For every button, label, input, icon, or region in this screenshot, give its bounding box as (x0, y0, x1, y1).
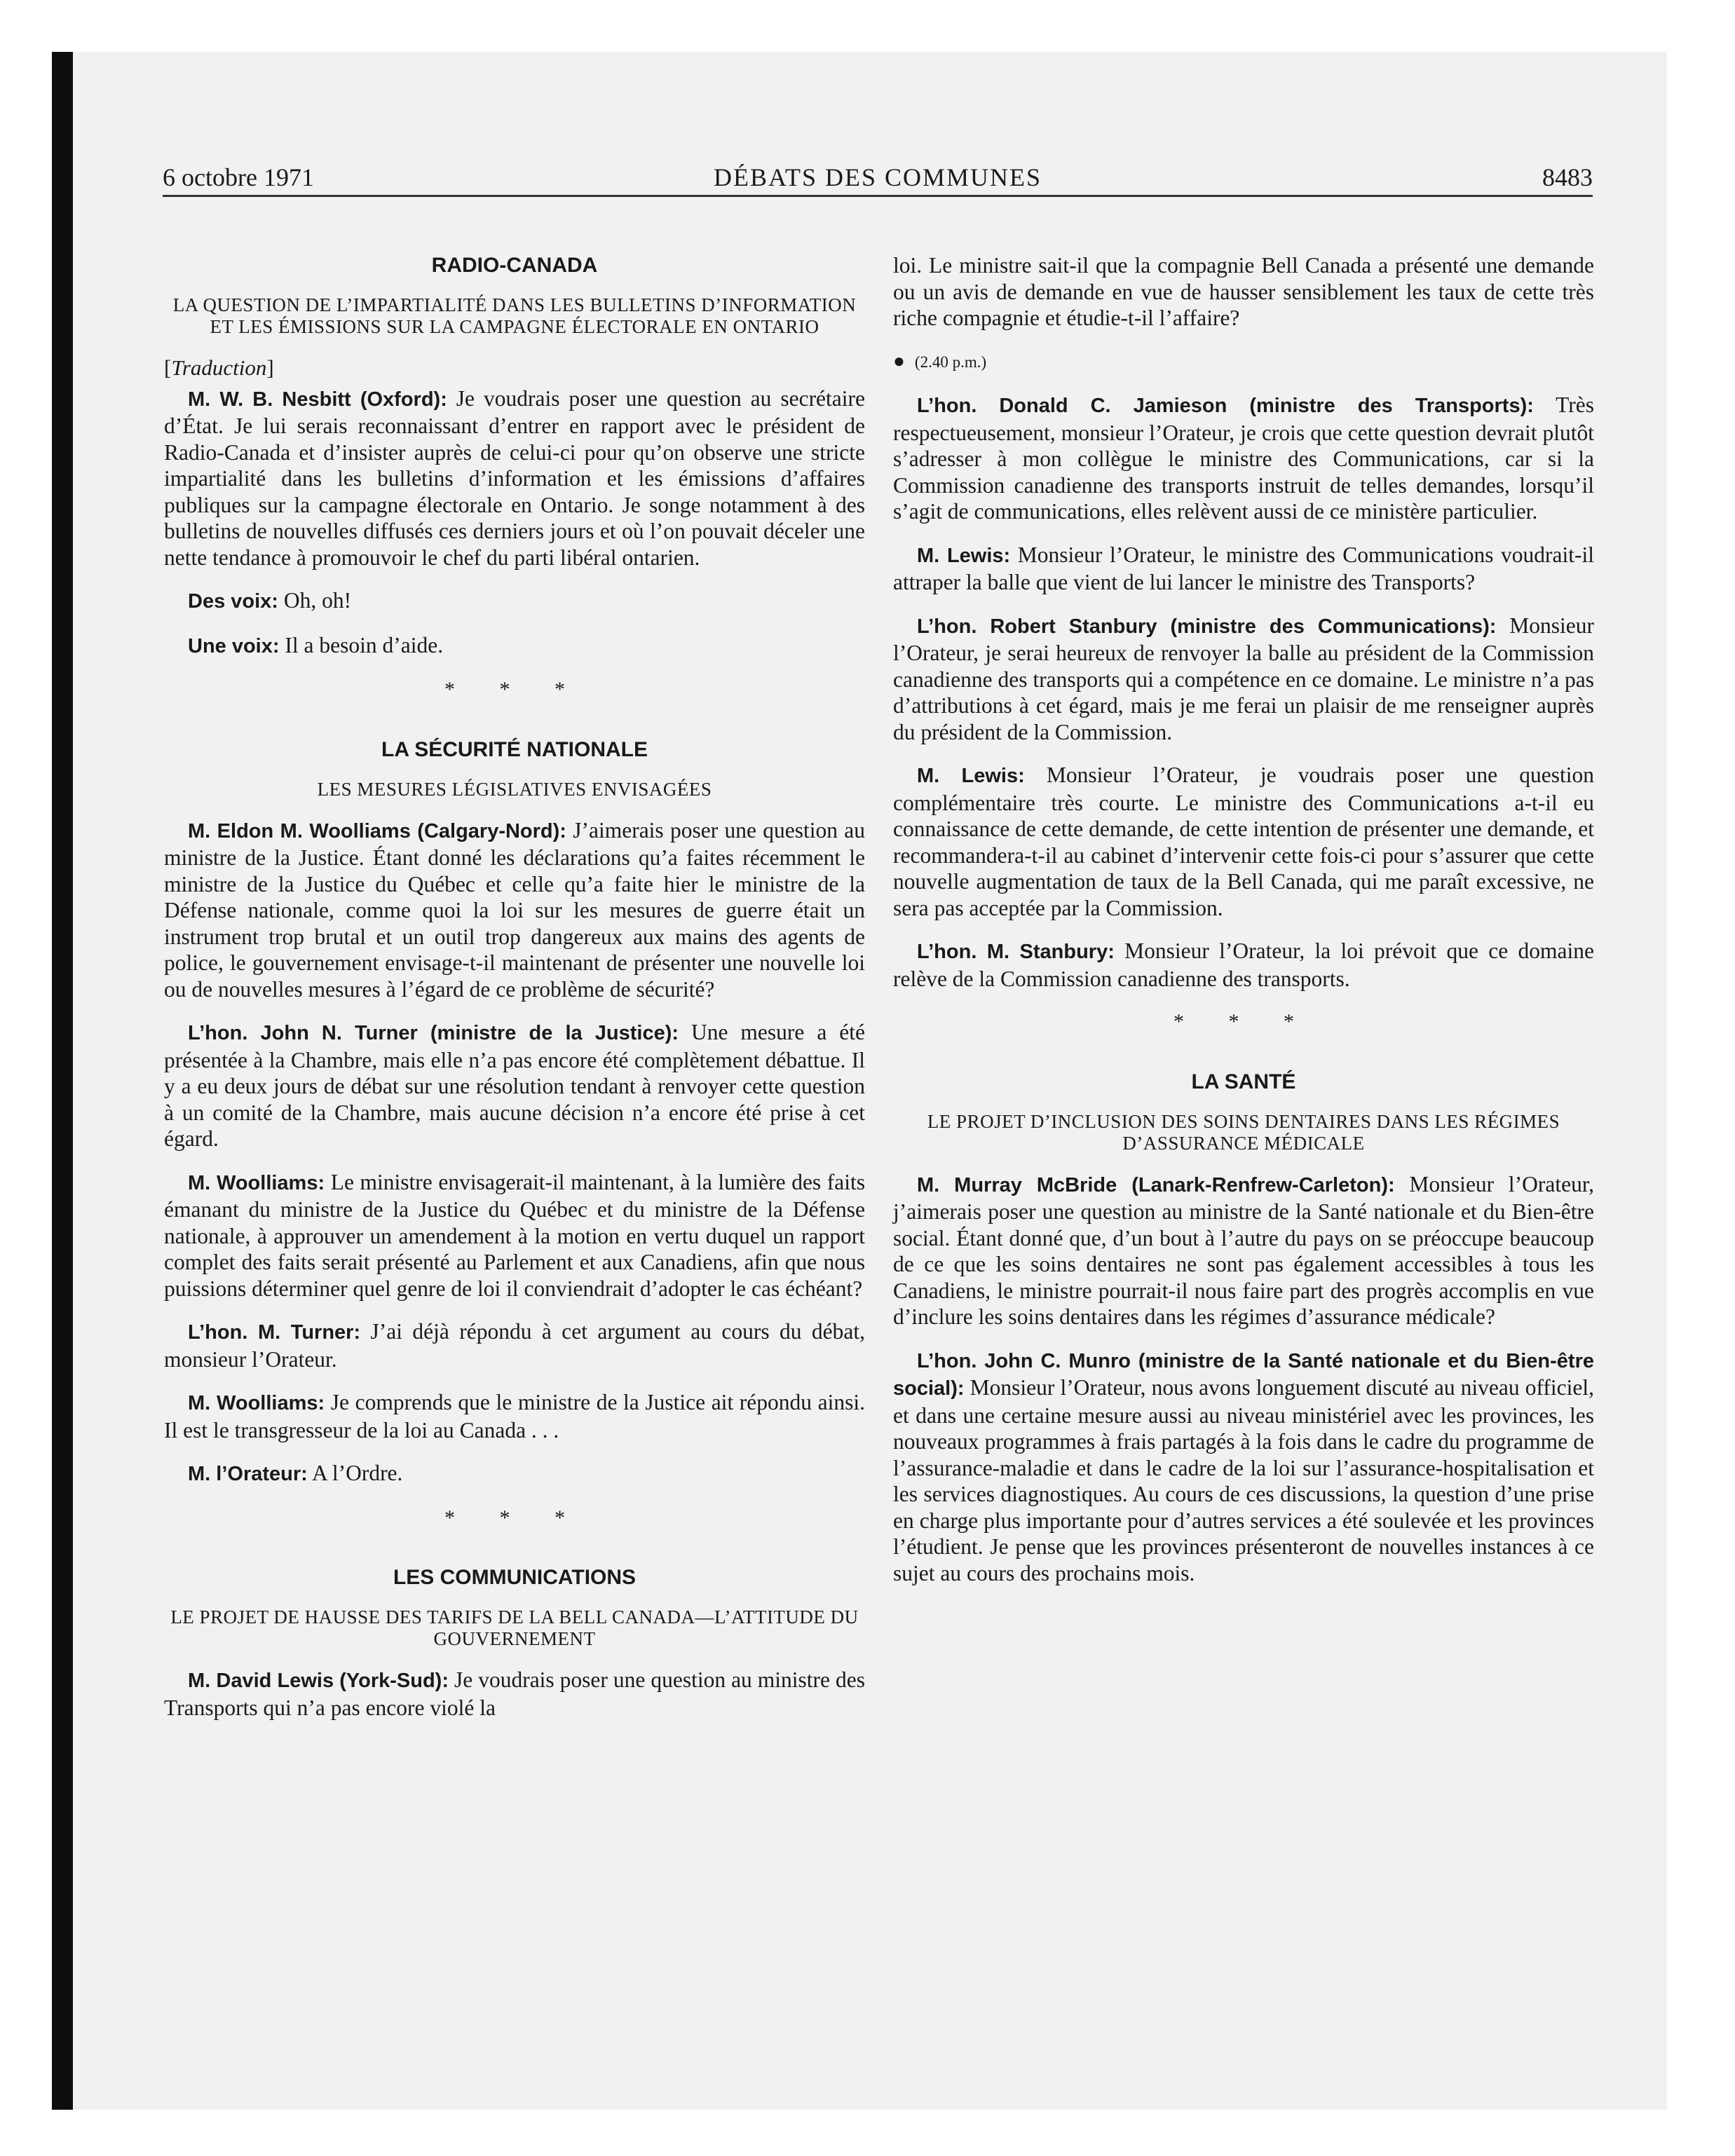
speaker: M. Murray McBride (Lanark-Renfrew-Carleton): (917, 1173, 1395, 1196)
speech: A l’Ordre. (307, 1461, 403, 1485)
speaker: L’hon. M. Stanbury: (917, 941, 1115, 963)
translation-note: [Traduction] (164, 355, 274, 380)
paragraph (893, 613, 1594, 746)
section-title: LA SANTÉ (1191, 1070, 1296, 1093)
speech: Je voudrais poser une question au ministre des Transports qui n’a pas encore violé la (164, 1667, 865, 1720)
paragraph (164, 386, 865, 571)
speaker: M. Woolliams: (188, 1171, 325, 1194)
speech: Oh, oh! (278, 588, 352, 613)
paragraph (164, 1667, 865, 1721)
paragraph (893, 392, 1594, 525)
separator: * * * (444, 678, 585, 701)
paragraph (164, 1169, 865, 1302)
time-label: (2.40 p.m.) (914, 353, 987, 371)
left-column (164, 252, 865, 1738)
section-title: LES COMMUNICATIONS (393, 1566, 637, 1589)
speaker: M. Lewis: (917, 544, 1011, 567)
speech: Je voudrais poser une question au secrétaire d’État. Je lui serais reconnaissant d’entrer en rapport avec le président de Radio-Canada et d’insister auprès de celui-ci pour qu’on observe une stricte impartialité dans les bulletins d’information et les émissions d’affaires publiques sur la campagne électorale en Ontario. Je songe notamment à des bulletins de nouvelles diffusés ces derniers jours et où l’on pouvait déceler une nette tendance à promouvoir le chef du parti libéral ontarien. (164, 386, 865, 570)
section-subtitle: LE PROJET DE HAUSSE DES TARIFS DE LA BELL CANADA—L’ATTITUDE DU GOUVERNEMENT (170, 1606, 859, 1649)
timestamp (893, 348, 1594, 376)
speech: Monsieur l’Orateur, la loi prévoit que ce domaine relève de la Commission canadienne des transports. (893, 939, 1594, 991)
section-title: LA SÉCURITÉ NATIONALE (381, 737, 648, 761)
paragraph (893, 938, 1594, 992)
speech: J’aimerais poser une question au ministre de la Justice. Étant donné les déclarations qu’a faites récemment le ministre de la Justice du Québec et celle qu’a faite hier le ministre de la Défense nationale, comme quoi la loi sur les mesures de guerre était un instrument trop brutal et un outil trop dangereux aux mains des agents de police, le gouvernement envisage-t-il maintenant de présenter une nouvelle loi ou de nouvelles mesures à l’égard de ce problème de sécurité? (164, 817, 865, 1002)
speech: Je comprends que le ministre de la Justice ait répondu ainsi. Il est le transgresseur de la loi au Canada . . . (164, 1390, 865, 1442)
speech: Une mesure a été présentée à la Chambre, mais elle n’a pas encore été complètement débattue. Il y a eu deux jours de débat sur une résolution tendant à renvoyer cette question à un comité de la Chambre, mais aucune décision n’a encore été prise à cet égard. (164, 1020, 865, 1151)
speaker: Une voix: (188, 634, 280, 657)
section-subtitle: LES MESURES LÉGISLATIVES ENVISAGÉES (317, 778, 712, 800)
speaker: L’hon. John C. Munro (ministre de la Santé nationale et du Bien-être social): (893, 1349, 1594, 1400)
speaker: M. Lewis: (917, 765, 1025, 787)
section-subtitle: LE PROJET D’INCLUSION DES SOINS DENTAIRES DANS LES RÉGIMES D’ASSURANCE MÉDICALE (927, 1110, 1560, 1154)
paragraph (893, 1347, 1594, 1587)
speech: Monsieur l’Orateur, je voudrais poser une question complémentaire très courte. Le ministre des Communications a-t-il eu connaissance de cette demande, de cette intention de présenter une demande, et recommandera-t-il au cabinet d’intervenir cette fois-ci pour s’assurer que cette nouvelle augmentation de taux de la Bell Canada, qui me paraît excessive, ne sera pas acceptée par la Commission. (893, 763, 1594, 920)
separator: * * * (1173, 1010, 1314, 1033)
translation-label: Traduction (171, 355, 267, 380)
right-column (893, 252, 1594, 1603)
paragraph (164, 817, 865, 1003)
header-page-number: 8483 (1542, 163, 1593, 191)
speaker: M. David Lewis (York-Sud): (188, 1670, 449, 1692)
paragraph (164, 1318, 865, 1372)
speaker: M. Eldon M. Woolliams (Calgary-Nord): (188, 819, 566, 842)
section-title: RADIO-CANADA (431, 254, 598, 277)
speaker: L’hon. Robert Stanbury (ministre des Communications): (917, 615, 1497, 638)
paragraph (164, 1460, 865, 1488)
bullet-icon: ● (893, 350, 905, 372)
paragraph (164, 587, 865, 615)
speech: Monsieur l’Orateur, le ministre des Communications voudrait-il attraper la balle que vient de lui lancer le ministre des Transports? (893, 542, 1595, 594)
speaker: M. Woolliams: (188, 1392, 325, 1414)
speaker: L’hon. M. Turner: (188, 1321, 361, 1344)
speech: Très respectueusement, monsieur l’Orateur, je crois que cette question devrait plutôt s’adresser à mon collègue le ministre des Communications, car si la Commission canadienne des transports instruit de telles demandes, lorsqu’il s’agit de communications, elles relèvent aussi de ce ministère particulier. (893, 393, 1594, 524)
speech: Monsieur l’Orateur, j’aimerais poser une question au ministre de la Santé nationale et du Bien-être social. Étant donné que, d’un bout à l’autre du pays on se préoccupe beaucoup de ce que les soins dentaires ne sont pas également accessibles à tous les Canadiens, le ministre pourrait-il nous faire part des progrès accomplis en vue d’inclure les soins dentaires dans les régimes d’assurance médicale? (893, 1171, 1594, 1329)
speaker: M. W. B. Nesbitt (Oxford): (188, 388, 447, 411)
speech: J’ai déjà répondu à cet argument au cours du débat, monsieur l’Orateur. (164, 1319, 865, 1372)
paragraph: loi. Le ministre sait-il que la compagnie Bell Canada a présenté une demande ou un avis de demande en vue de hausser sensiblement les taux de cette très riche compagnie et étudie-t-il l’affaire? (893, 253, 1594, 330)
separator: * * * (444, 1506, 585, 1529)
paragraph (164, 1019, 865, 1152)
speaker: L’hon. John N. Turner (ministre de la Justice): (188, 1022, 679, 1044)
section-subtitle: LA QUESTION DE L’IMPARTIALITÉ DANS LES BULLETINS D’INFORMATION ET LES ÉMISSIONS SUR LA CAMPAGNE ÉLECTORALE EN ONTARIO (172, 294, 857, 337)
header-date: 6 octobre 1971 (163, 163, 314, 191)
speech: Monsieur l’Orateur, nous avons longuement discuté au niveau officiel, et dans une certaine mesure aussi au niveau ministériel avec les provinces, les nouveaux programmes à frais partagés à la fois dans le cadre du programme de l’assurance-maladie et dans le cadre de la loi sur l’assurance-hospitalisation et les services diagnostiques. Au cours de ces discussions, la question d’une prise en charge plus importante pour d’autres services a été soulevée et les provinces l’étudient. Je pense que les provinces présenteront de nouvelles instances à ce sujet au cours des prochains mois. (893, 1375, 1594, 1585)
paragraph (893, 1171, 1594, 1330)
paragraph (164, 1389, 865, 1443)
paragraph (893, 542, 1594, 596)
paragraph (164, 632, 865, 660)
speaker: M. l’Orateur: (188, 1463, 308, 1485)
speech: Le ministre envisagerait-il maintenant, à la lumière des faits émanant du ministre de la Justice du Québec et du ministre de la Défense nationale, à approuver un amendement à la motion en vertu duquel un rapport complet des faits serait présenté au Parlement et aux Canadiens, afin que nous puissions déterminer quel genre de loi il conviendrait d’adopter le cas échéant? (164, 1169, 865, 1301)
speech: Il a besoin d’aide. (279, 632, 444, 657)
speaker: Des voix: (188, 590, 278, 613)
scan-edge (52, 52, 73, 2110)
speech: Monsieur l’Orateur, je serai heureux de renvoyer la balle au président de la Commission canadienne des transports qui a compétence en ce domaine. Le ministre n’a pas d’attributions à cet égard, mais je me ferai un plaisir de me renseigner auprès du président de la Commission. (893, 613, 1594, 744)
speaker: L’hon. Donald C. Jamieson (ministre des Transports): (917, 395, 1534, 417)
header-title: DÉBATS DES COMMUNES (713, 163, 1042, 191)
page-header (163, 160, 1593, 197)
paragraph (893, 762, 1594, 921)
